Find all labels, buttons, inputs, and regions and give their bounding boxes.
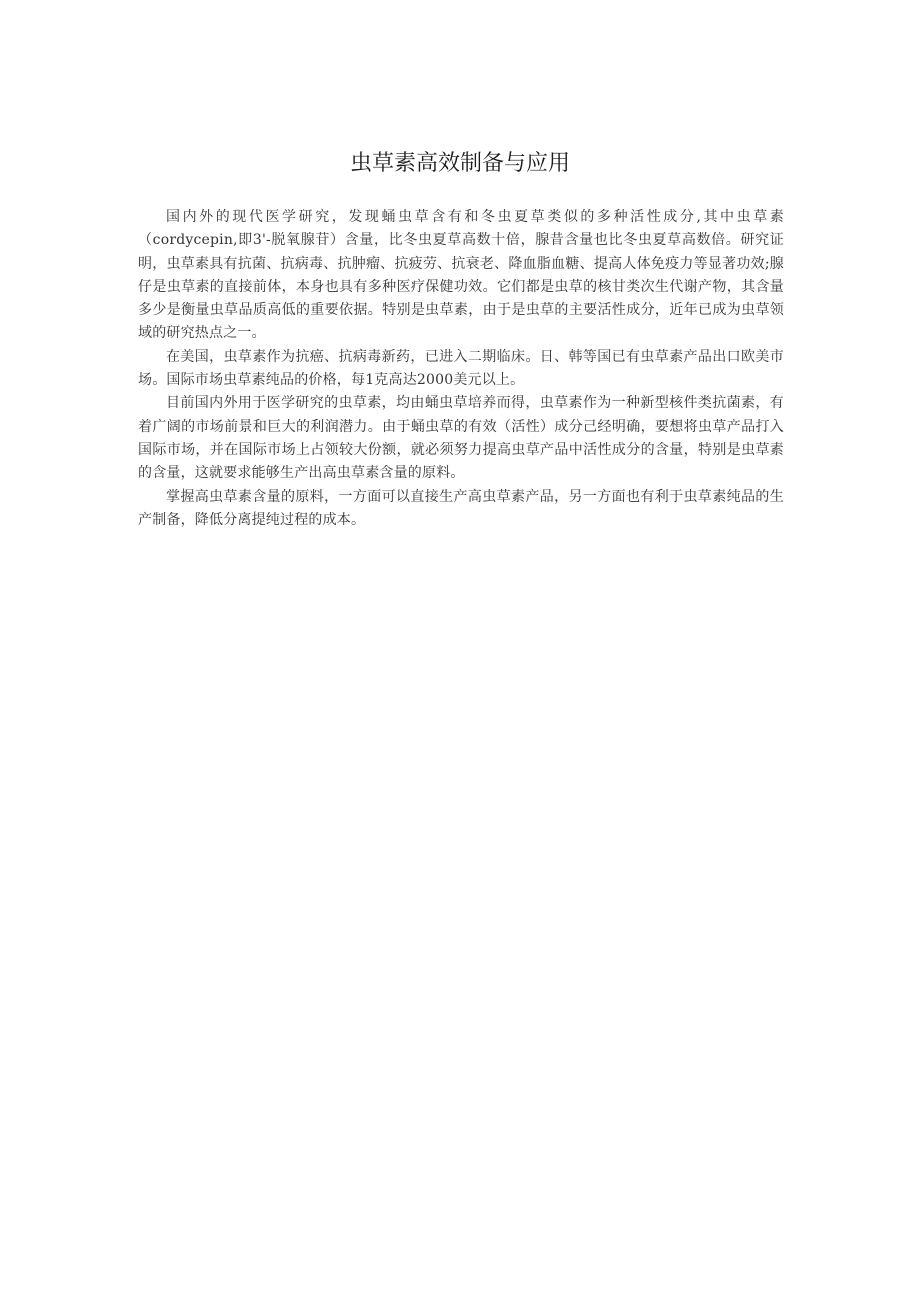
paragraph-2: 在美国，虫草素作为抗癌、抗病毒新药，已进入二期临床。日、韩等国已有虫草素产品出口欧美市场。国际市场虫草素纯品的价格，每1克高达2000美元以上。 [138,348,784,389]
paragraph-1: 国内外的现代医学研究，发现蛹虫草含有和冬虫夏草类似的多种活性成分,其中虫草素（cordycepin,即3'-脱氧腺苷）含量，比冬虫夏草高数十倍，腺昔含量也比冬虫夏草高数倍。研究证明，虫草素具有抗菌、抗病毒、抗肿瘤、抗疲劳、抗衰老、降血脂血糖、提高人体免疫力等显著功效;腺仔是虫草素的直接前体，本身也具有多种医疗保健功效。它们都是虫草的核甘类次生代谢产物，其含量多少是衡量虫草品质高低的重要依据。特别是虫草素，由于是虫草的主要活性成分，近年已成为虫草领域的研究热点之一。 [138,209,784,342]
paragraph-3: 目前国内外用于医学研究的虫草素，均由蛹虫草培养而得，虫草素作为一种新型核件类抗菌素，有着广阔的市场前景和巨大的利润潜力。由于蛹虫草的有效（活性）成分己经明确，要想将虫草产品打入国际市场，并在国际市场上占领较大份额，就必须努力提高虫草产品中活性成分的含量，特别是虫草素的含量，这就要求能够生产出高虫草素含量的原料。 [138,395,784,482]
document-title: 虫草素高效制备与应用 [349,151,570,176]
paragraph-4: 掌握高虫草素含量的原料，一方面可以直接生产高虫草素产品，另一方面也有利于虫草素纯品的生产制备，降低分离提纯过程的成本。 [138,488,784,528]
document-body [138,206,784,532]
